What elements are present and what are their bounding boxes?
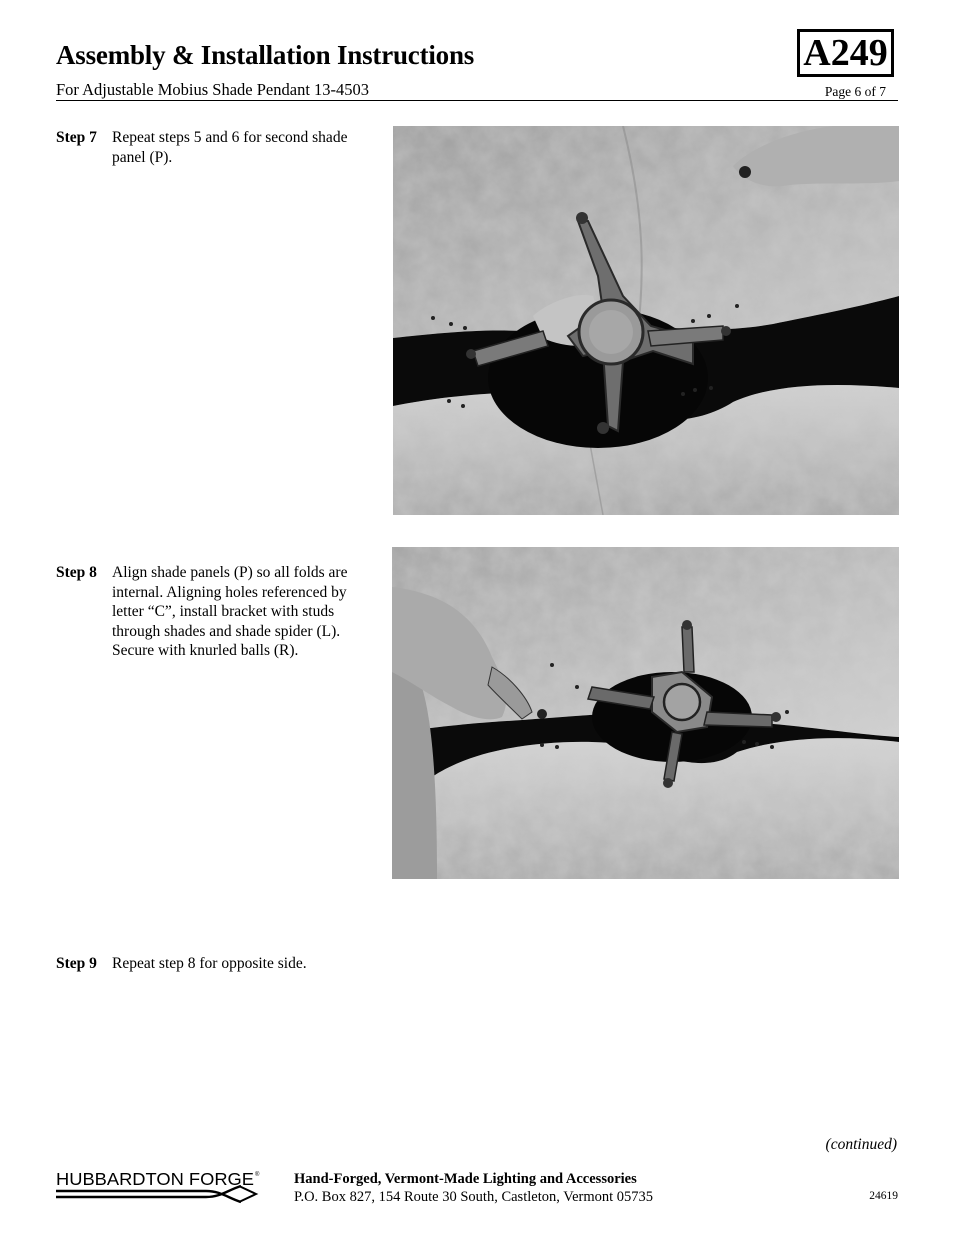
header-rule bbox=[56, 100, 898, 101]
step-8-photo bbox=[392, 547, 899, 879]
document-number: 24619 bbox=[869, 1190, 898, 1202]
step-7-photo bbox=[393, 126, 899, 515]
step-text: Repeat steps 5 and 6 for second shade panel (P). bbox=[112, 129, 348, 166]
step-label: Step 7 bbox=[56, 129, 97, 146]
brand-logo bbox=[56, 1167, 262, 1211]
continued-note: (continued) bbox=[825, 1136, 897, 1153]
step-label: Step 8 bbox=[56, 564, 97, 581]
page-number: Page 6 of 7 bbox=[824, 84, 886, 99]
registered-mark: ® bbox=[255, 1172, 260, 1178]
step-text: Repeat step 8 for opposite side. bbox=[112, 955, 307, 972]
brand-name: HUBBARDTON FORGE bbox=[56, 1169, 254, 1189]
footer-tagline: Hand-Forged, Vermont-Made Lighting and Accessories bbox=[294, 1171, 637, 1187]
product-subtitle: For Adjustable Mobius Shade Pendant 13-4503 bbox=[56, 80, 370, 99]
step-label: Step 9 bbox=[56, 955, 97, 972]
step-text: Align shade panels (P) so all folds are internal. Aligning holes referenced by letter “C”, install bracket with studs through shades and shade spider (L). Secure with knurled balls (R). bbox=[112, 564, 348, 659]
document-code: A249 bbox=[803, 32, 888, 74]
footer-address: P.O. Box 827, 154 Route 30 South, Castleton, Vermont 05735 bbox=[294, 1189, 654, 1205]
page-title: Assembly & Installation Instructions bbox=[56, 40, 475, 70]
document-code-box bbox=[797, 29, 894, 77]
